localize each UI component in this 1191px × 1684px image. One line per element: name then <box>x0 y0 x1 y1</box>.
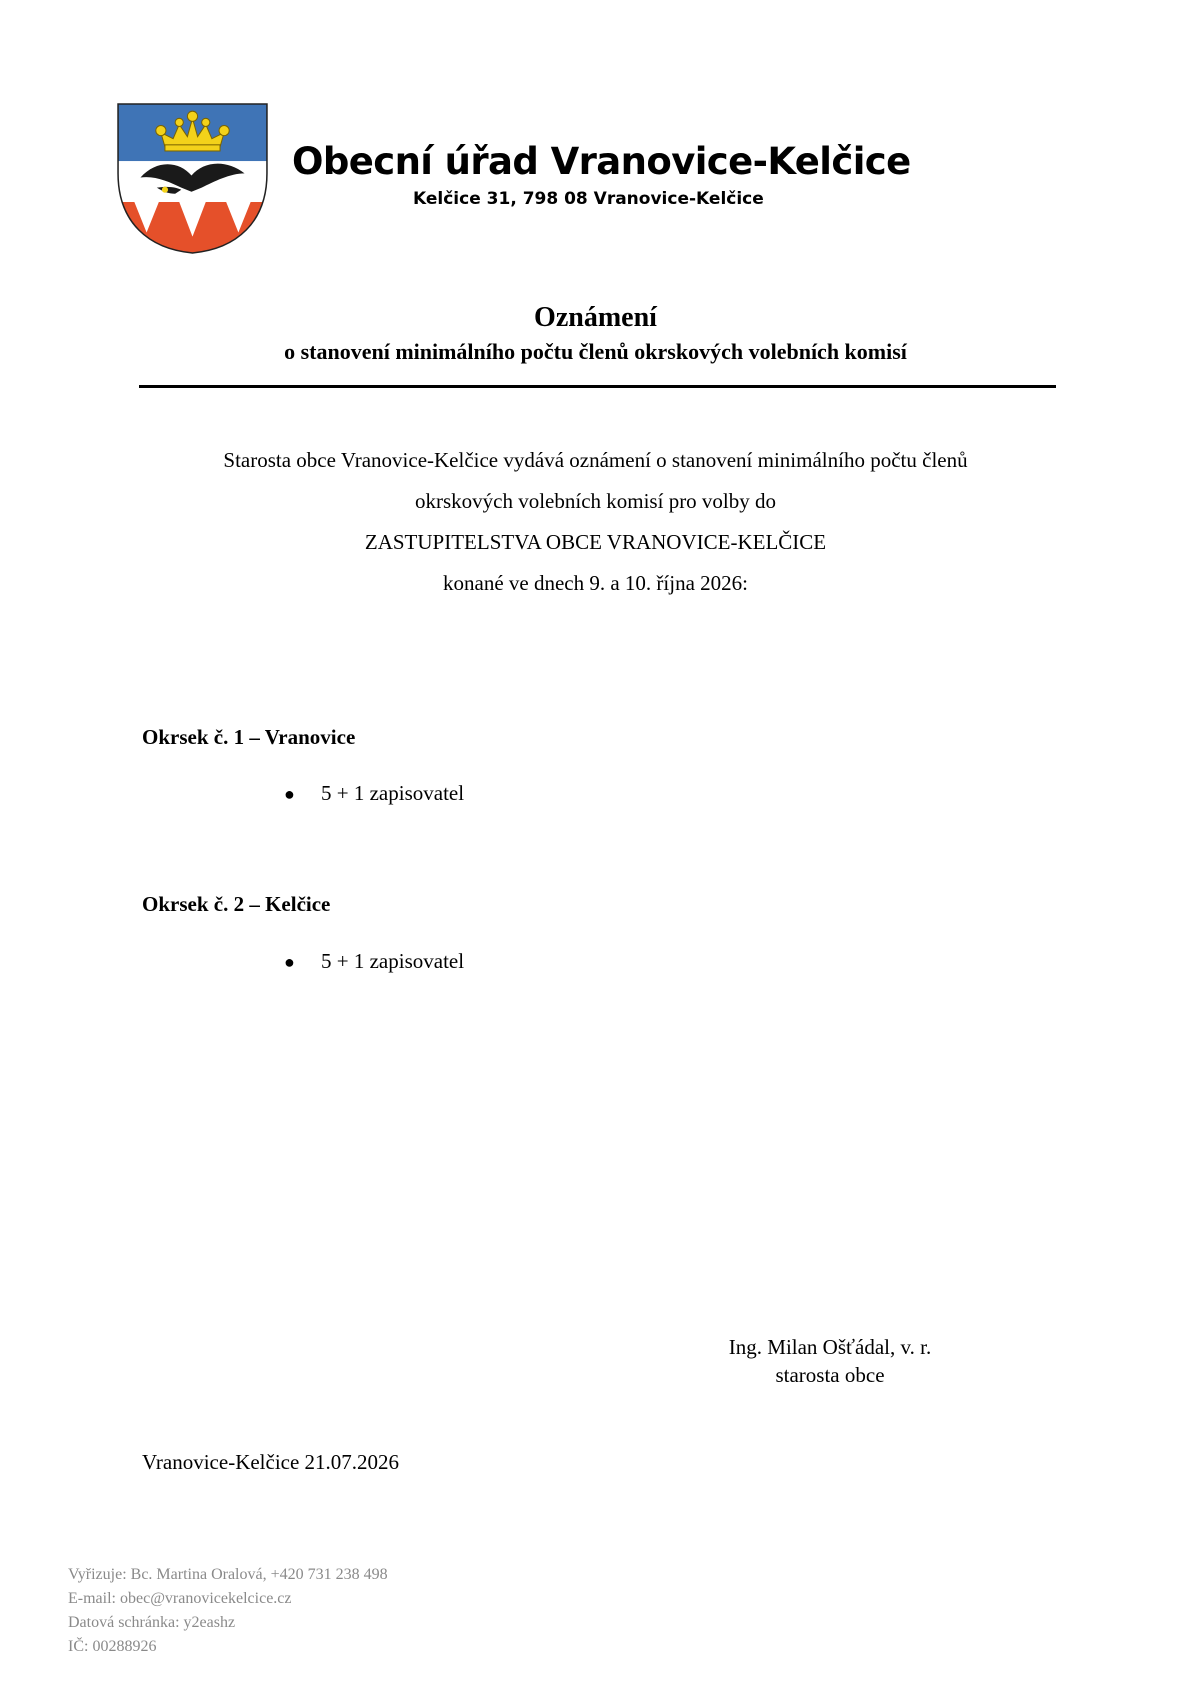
office-name: Obecní úřad Vranovice-Kelčice <box>292 140 911 183</box>
intro-line: ZASTUPITELSTVA OBCE VRANOVICE-KELČICE <box>364 530 827 554</box>
intro-line: konané ve dnech 9. a 10. října 2026: <box>443 571 748 595</box>
district-1-item-text: 5 + 1 zapisovatel <box>321 781 465 805</box>
district-2-item-text: 5 + 1 zapisovatel <box>321 949 465 973</box>
intro-line: Starosta obce Vranovice-Kelčice vydává oznámení o stanovení minimálního počtu členů <box>223 448 968 472</box>
footer-data-box: Datová schránka: y2eashz <box>68 1614 236 1631</box>
document-title: Oznámení <box>534 302 657 333</box>
district-2-item <box>284 949 464 974</box>
document-subtitle: o stanovení minimálního počtu členů okrskových volebních komisí <box>284 339 907 364</box>
title-divider <box>139 385 1056 388</box>
district-2-title: Okrsek č. 2 – Kelčice <box>142 892 331 916</box>
district-1-title: Okrsek č. 1 – Vranovice <box>142 725 356 749</box>
office-address: Kelčice 31, 798 08 Vranovice-Kelčice <box>413 189 764 209</box>
coat-of-arms-logo <box>116 102 269 255</box>
footer-contact-person: Vyřizuje: Bc. Martina Oralová, +420 731 238 498 <box>68 1566 388 1583</box>
intro-line: okrskových volebních komisí pro volby do <box>414 489 777 513</box>
district-1-item <box>284 781 464 806</box>
place-date: Vranovice-Kelčice 21.07.2026 <box>142 1450 400 1474</box>
signature-role: starosta obce <box>775 1363 885 1387</box>
footer-email: E-mail: obec@vranovicekelcice.cz <box>68 1590 292 1607</box>
footer-ic: IČ: 00288926 <box>68 1638 157 1655</box>
bullet-icon: ● <box>284 952 295 972</box>
signature-name: Ing. Milan Ošťádal, v. r. <box>728 1335 932 1359</box>
bullet-icon: ● <box>284 784 295 804</box>
